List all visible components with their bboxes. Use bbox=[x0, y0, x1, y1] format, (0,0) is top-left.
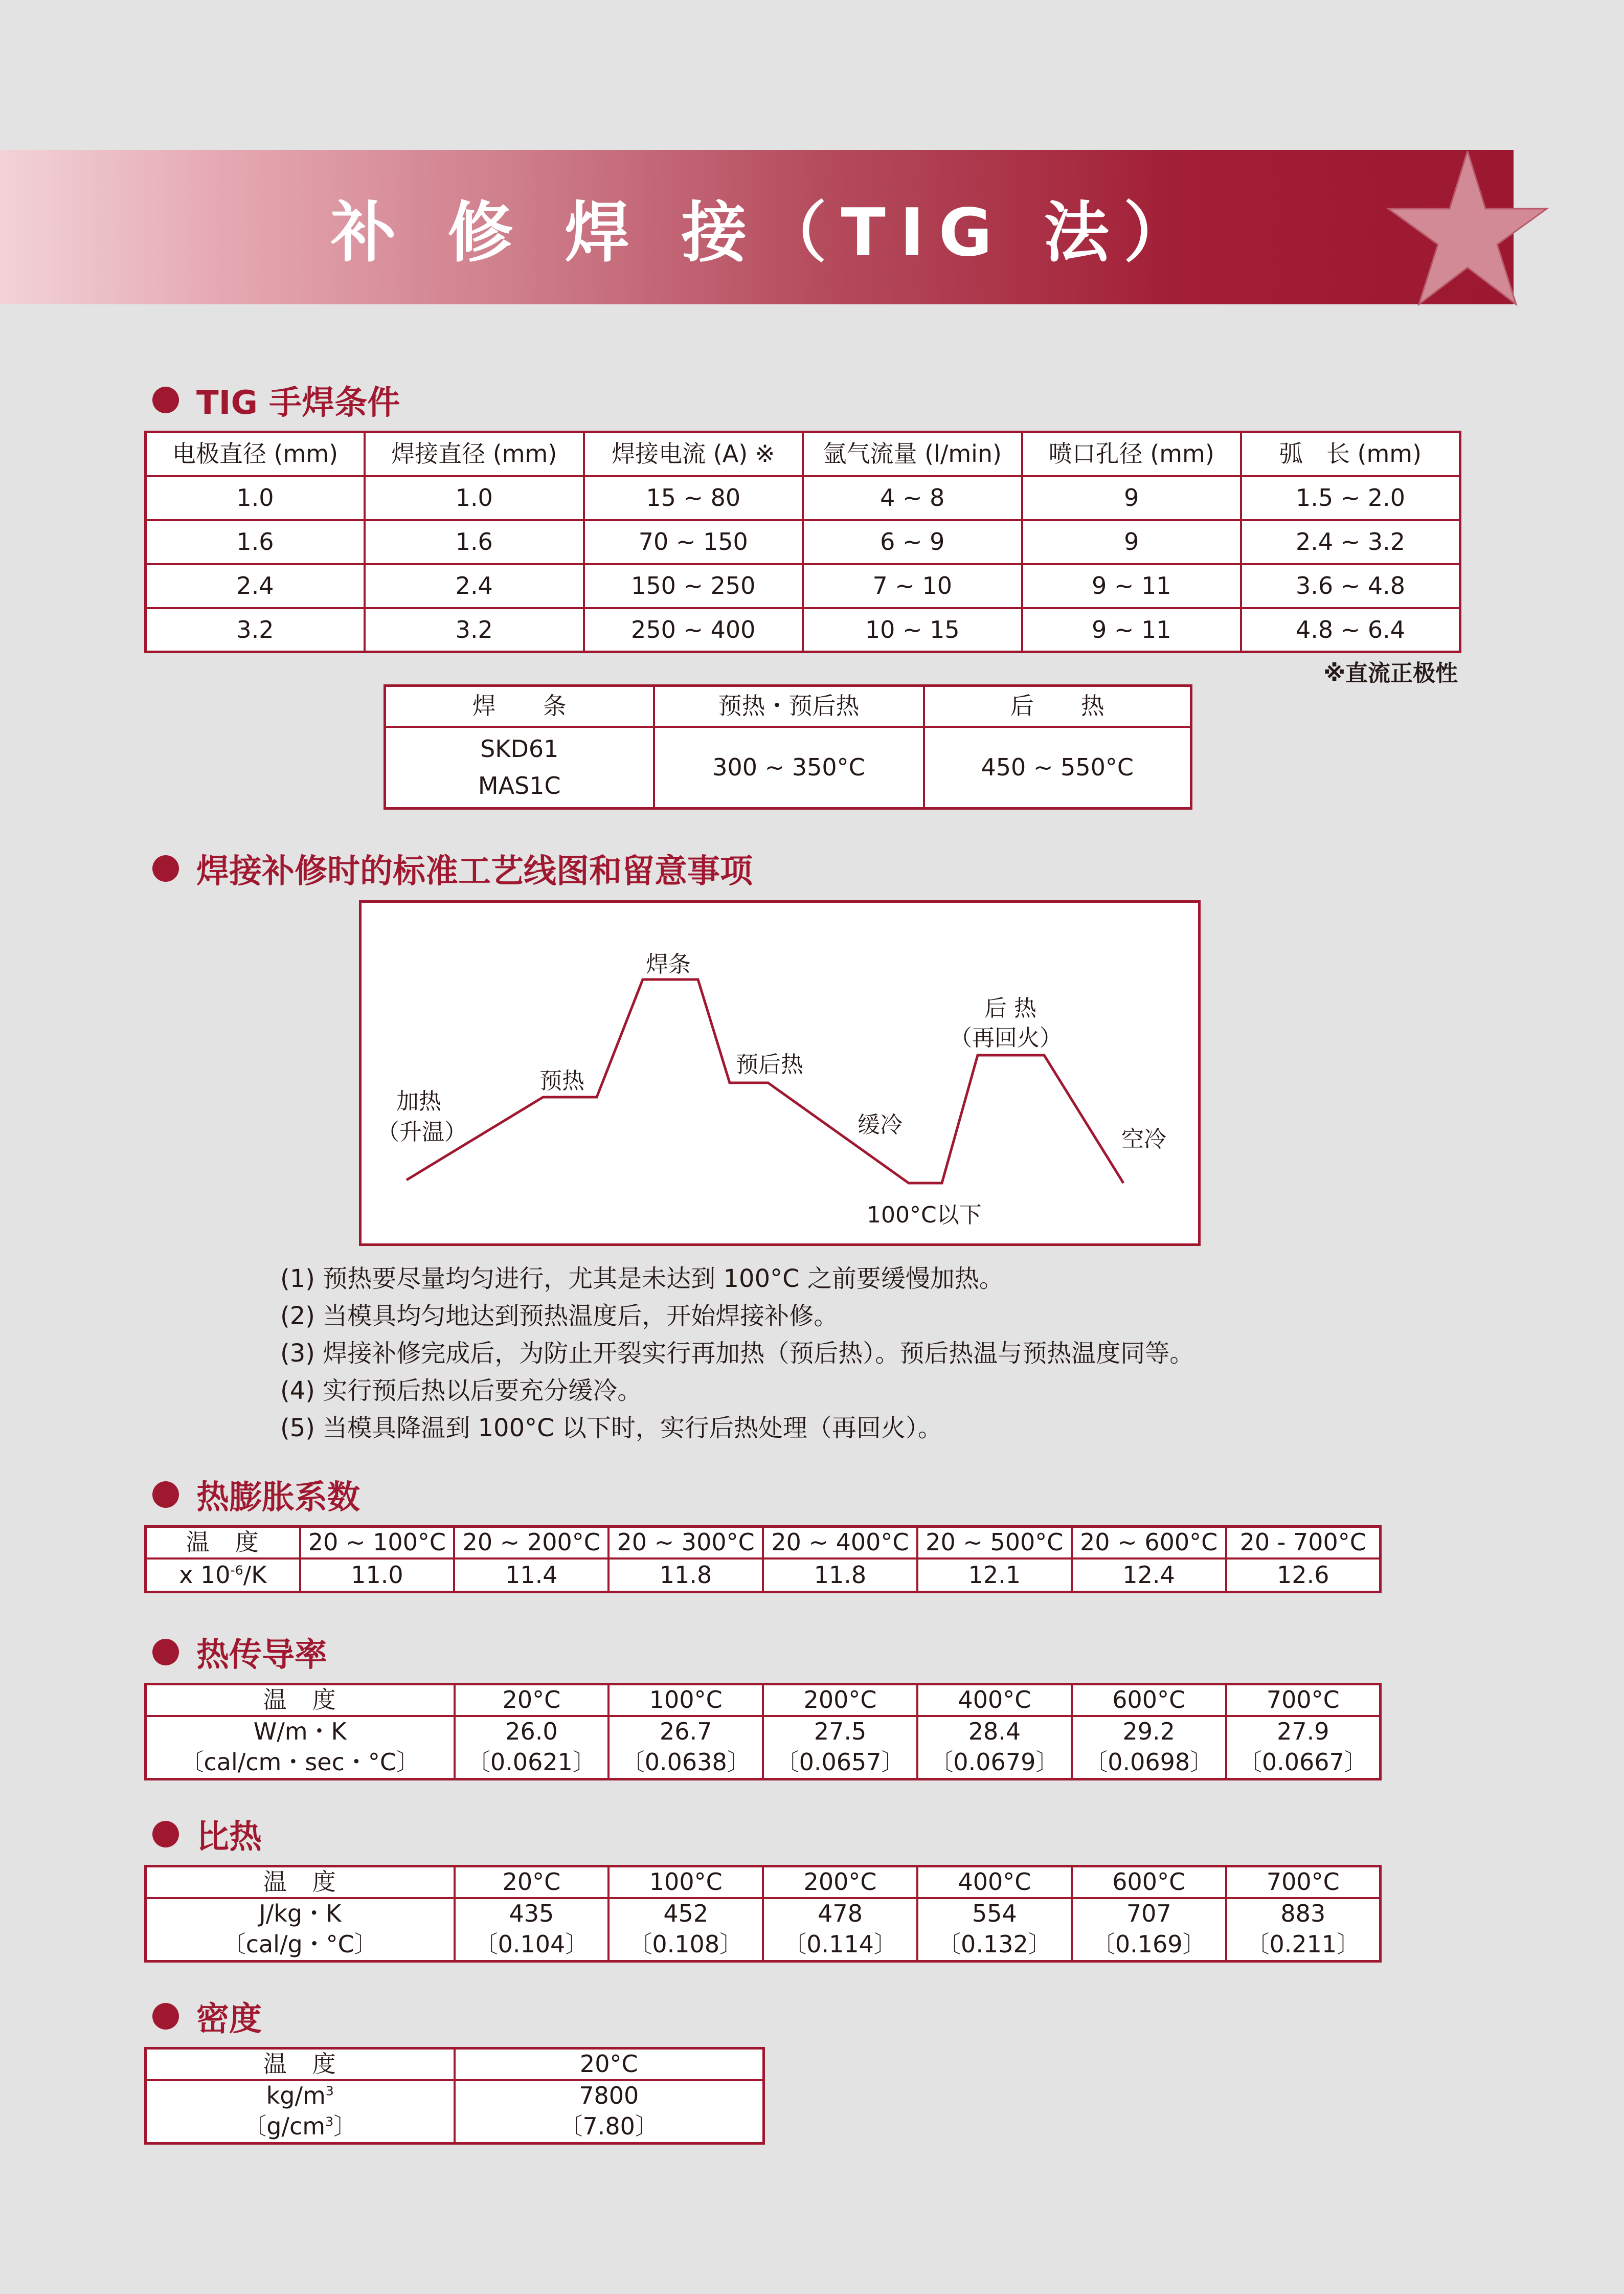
table-row bbox=[146, 476, 1460, 520]
unit-text: kg/m bbox=[266, 2081, 326, 2109]
row-label bbox=[146, 1558, 300, 1592]
table-row bbox=[146, 1898, 1381, 1929]
postheat-cell: 450 ~ 550°C bbox=[924, 727, 1191, 809]
table-row bbox=[146, 520, 1460, 564]
table-row bbox=[146, 608, 1460, 652]
row-label: 温 度 bbox=[146, 1684, 455, 1716]
section-title-conductivity bbox=[152, 1632, 327, 1673]
row-label bbox=[146, 2080, 455, 2111]
section-title-density bbox=[152, 1996, 262, 2037]
page-title: 补 修 焊 接（TIG 法） bbox=[330, 195, 1204, 271]
header-cell: 20 ~ 200°C bbox=[454, 1527, 608, 1558]
header-cell: 400°C bbox=[917, 1684, 1072, 1716]
table-cell: 〔7.80〕 bbox=[455, 2111, 764, 2144]
table-header-row bbox=[146, 1866, 1381, 1898]
table-cell: 6 ~ 9 bbox=[803, 520, 1022, 564]
section-title-text: 比热 bbox=[196, 1818, 262, 1856]
row-label: 〔cal/cm・sec・°C〕 bbox=[146, 1747, 455, 1779]
row-label: J/kg・K bbox=[146, 1898, 455, 1929]
note-item: (2) 当模具均匀地达到预热温度后，开始焊接补修。 bbox=[280, 1302, 839, 1330]
header-cell: 700°C bbox=[1226, 1866, 1381, 1898]
label-air-cool: 空冷 bbox=[1121, 1126, 1166, 1152]
header-cell: 预热・预后热 bbox=[654, 686, 924, 727]
table-cell: 4.8 ~ 6.4 bbox=[1241, 608, 1460, 652]
row-label bbox=[146, 2111, 455, 2144]
table-cell: 〔0.169〕 bbox=[1072, 1929, 1226, 1962]
unit-exponent: 3 bbox=[325, 2114, 334, 2129]
header-cell: 20 ~ 600°C bbox=[1072, 1527, 1226, 1558]
header-cell: 200°C bbox=[763, 1684, 917, 1716]
table-row bbox=[146, 1929, 1381, 1962]
table-cell: 707 bbox=[1072, 1898, 1226, 1929]
table-cell: 〔0.0667〕 bbox=[1226, 1747, 1381, 1779]
table-cell: 〔0.211〕 bbox=[1226, 1929, 1381, 1962]
section-title-process bbox=[152, 848, 753, 889]
table-cell: 4 ~ 8 bbox=[803, 476, 1022, 520]
table-cell: 3.2 bbox=[146, 608, 365, 652]
table-row bbox=[146, 564, 1460, 608]
table-row bbox=[146, 2080, 764, 2111]
table-cell: 10 ~ 15 bbox=[803, 608, 1022, 652]
star-icon bbox=[1381, 151, 1549, 309]
table-header-row bbox=[385, 686, 1191, 727]
table-row bbox=[146, 1558, 1381, 1592]
label-slow-cool: 缓冷 bbox=[858, 1112, 903, 1138]
rod-name: SKD61 bbox=[480, 735, 559, 763]
note-item: (3) 焊接补修完成后，为防止开裂实行再加热（预后热）。预后热温与预热温度同等。 bbox=[280, 1339, 1194, 1368]
label-rod: 焊条 bbox=[646, 951, 691, 977]
table-cell: 1.5 ~ 2.0 bbox=[1241, 476, 1460, 520]
section-title-text: 密度 bbox=[196, 2000, 262, 2038]
row-label: 〔cal/g・°C〕 bbox=[146, 1929, 455, 1962]
table-cell: 452 bbox=[608, 1898, 763, 1929]
table-cell: 〔0.0621〕 bbox=[455, 1747, 609, 1779]
table-cell: 〔0.104〕 bbox=[455, 1929, 609, 1962]
header-cell: 20 ~ 300°C bbox=[608, 1527, 763, 1558]
table-cell: 883 bbox=[1226, 1898, 1381, 1929]
table-cell: 9 ~ 11 bbox=[1022, 608, 1242, 652]
tig-conditions-table bbox=[144, 431, 1461, 653]
header-cell: 400°C bbox=[917, 1866, 1072, 1898]
row-label: 温 度 bbox=[146, 2048, 455, 2080]
table-cell: 1.0 bbox=[365, 476, 584, 520]
header-cell: 20°C bbox=[455, 1684, 609, 1716]
unit-text: 〔g/cm bbox=[243, 2112, 326, 2140]
header-cell: 20 ~ 400°C bbox=[763, 1527, 917, 1558]
table-cell: 12.1 bbox=[917, 1558, 1072, 1592]
table-cell: 26.0 bbox=[455, 1716, 609, 1747]
table-row bbox=[146, 2111, 764, 2144]
header-cell: 喷口孔径 (mm) bbox=[1022, 432, 1242, 476]
table-cell: 435 bbox=[455, 1898, 609, 1929]
table-header-row bbox=[146, 1527, 1381, 1558]
table-header-row bbox=[146, 432, 1460, 476]
header-cell: 20°C bbox=[455, 1866, 609, 1898]
note-item: (5) 当模具降温到 100°C 以下时，实行后热处理（再回火）。 bbox=[280, 1414, 942, 1442]
table-cell: 〔0.0698〕 bbox=[1072, 1747, 1226, 1779]
unit-exponent: 3 bbox=[325, 2083, 334, 2099]
table-cell: 27.9 bbox=[1226, 1716, 1381, 1747]
table-cell: 26.7 bbox=[608, 1716, 763, 1747]
header-cell: 弧 长 (mm) bbox=[1241, 432, 1460, 476]
rod-cell bbox=[385, 727, 654, 809]
header-cell: 焊接电流 (A) ※ bbox=[584, 432, 803, 476]
section-title-text: 焊接补修时的标准工艺线图和留意事项 bbox=[196, 853, 753, 890]
table-cell: 〔0.108〕 bbox=[608, 1929, 763, 1962]
table-cell: 478 bbox=[763, 1898, 917, 1929]
label-heating-sub: （升温） bbox=[377, 1119, 467, 1145]
bullet-icon bbox=[152, 1821, 179, 1847]
bullet-icon bbox=[152, 387, 179, 413]
note-item: (1) 预热要尽量均匀进行，尤其是未达到 100°C 之前要缓慢加热。 bbox=[280, 1264, 1004, 1293]
header-cell: 焊 条 bbox=[385, 686, 654, 727]
header-cell: 200°C bbox=[763, 1866, 917, 1898]
table-cell: 150 ~ 250 bbox=[584, 564, 803, 608]
table-row bbox=[146, 1747, 1381, 1779]
table-cell: 28.4 bbox=[917, 1716, 1072, 1747]
header-cell: 600°C bbox=[1072, 1866, 1226, 1898]
table-cell: 70 ~ 150 bbox=[584, 520, 803, 564]
table-cell: 12.4 bbox=[1072, 1558, 1226, 1592]
unit-text: x 10 bbox=[179, 1561, 231, 1589]
header-cell: 700°C bbox=[1226, 1684, 1381, 1716]
header-cell: 焊接直径 (mm) bbox=[365, 432, 584, 476]
section-title-expansion bbox=[152, 1474, 360, 1515]
header-cell: 20 ~ 500°C bbox=[917, 1527, 1072, 1558]
polarity-note: ※直流正极性 bbox=[1323, 660, 1458, 686]
table-cell: 9 bbox=[1022, 520, 1242, 564]
density-table bbox=[144, 2047, 765, 2145]
table-cell: 250 ~ 400 bbox=[584, 608, 803, 652]
process-notes bbox=[280, 1260, 1194, 1447]
table-cell: 2.4 ~ 3.2 bbox=[1241, 520, 1460, 564]
table-cell: 7 ~ 10 bbox=[803, 564, 1022, 608]
table-cell: 1.0 bbox=[146, 476, 365, 520]
table-cell: 11.8 bbox=[763, 1558, 917, 1592]
table-header-row bbox=[146, 1684, 1381, 1716]
label-preheat: 预热 bbox=[539, 1068, 584, 1094]
header-cell: 100°C bbox=[608, 1684, 763, 1716]
header-cell: 20 - 700°C bbox=[1226, 1527, 1381, 1558]
conductivity-table bbox=[144, 1683, 1382, 1780]
label-heating: 加热 bbox=[396, 1088, 441, 1115]
bullet-icon bbox=[152, 1481, 179, 1508]
table-cell: 12.6 bbox=[1226, 1558, 1381, 1592]
section-title-text: 热膨胀系数 bbox=[196, 1479, 360, 1517]
heat-treatment-table bbox=[384, 684, 1192, 810]
table-row bbox=[385, 727, 1191, 809]
table-cell: 2.4 bbox=[146, 564, 365, 608]
section-title-specific-heat bbox=[152, 1814, 262, 1855]
header-cell: 20 ~ 100°C bbox=[300, 1527, 455, 1558]
header-cell: 电极直径 (mm) bbox=[146, 432, 365, 476]
table-cell: 〔0.114〕 bbox=[763, 1929, 917, 1962]
bullet-icon bbox=[152, 2003, 179, 2030]
table-cell: 〔0.0679〕 bbox=[917, 1747, 1072, 1779]
table-cell: 3.2 bbox=[365, 608, 584, 652]
note-item: (4) 实行预后热以后要充分缓冷。 bbox=[280, 1376, 642, 1405]
bullet-icon bbox=[152, 855, 179, 882]
table-cell: 11.4 bbox=[454, 1558, 608, 1592]
table-cell: 9 ~ 11 bbox=[1022, 564, 1242, 608]
rod-name: MAS1C bbox=[478, 772, 561, 800]
table-cell: 9 bbox=[1022, 476, 1242, 520]
preheat-cell: 300 ~ 350°C bbox=[654, 727, 924, 809]
bullet-icon bbox=[152, 1639, 179, 1665]
table-cell: 7800 bbox=[455, 2080, 764, 2111]
label-postheat-sub: （再回火） bbox=[950, 1025, 1062, 1051]
header-cell: 20°C bbox=[455, 2048, 764, 2080]
table-cell: 27.5 bbox=[763, 1716, 917, 1747]
expansion-table bbox=[144, 1525, 1382, 1593]
header-cell: 100°C bbox=[608, 1866, 763, 1898]
table-cell: 554 bbox=[917, 1898, 1072, 1929]
row-label: 温 度 bbox=[146, 1527, 300, 1558]
table-cell: 〔0.0638〕 bbox=[608, 1747, 763, 1779]
row-label: W/m・K bbox=[146, 1716, 455, 1747]
label-below-100: 100°C以下 bbox=[867, 1202, 982, 1228]
specific-heat-table bbox=[144, 1865, 1382, 1963]
table-cell: 〔0.0657〕 bbox=[763, 1747, 917, 1779]
table-cell: 11.8 bbox=[608, 1558, 763, 1592]
row-label: 温 度 bbox=[146, 1866, 455, 1898]
table-cell: 29.2 bbox=[1072, 1716, 1226, 1747]
table-cell: 1.6 bbox=[146, 520, 365, 564]
table-cell: 3.6 ~ 4.8 bbox=[1241, 564, 1460, 608]
unit-text: /K bbox=[243, 1561, 267, 1589]
header-cell: 氩气流量 (l/min) bbox=[803, 432, 1022, 476]
process-diagram bbox=[359, 900, 1201, 1246]
table-cell: 15 ~ 80 bbox=[584, 476, 803, 520]
section-title-text: TIG 手焊条件 bbox=[196, 384, 400, 422]
table-cell: 2.4 bbox=[365, 564, 584, 608]
unit-text: 〕 bbox=[333, 2112, 357, 2140]
table-header-row bbox=[146, 2048, 764, 2080]
table-row bbox=[146, 1716, 1381, 1747]
header-cell: 后 热 bbox=[924, 686, 1191, 727]
table-cell: 1.6 bbox=[365, 520, 584, 564]
section-title-tig bbox=[152, 380, 400, 420]
label-postheat: 后 热 bbox=[984, 995, 1036, 1021]
header-cell: 600°C bbox=[1072, 1684, 1226, 1716]
table-cell: 11.0 bbox=[300, 1558, 455, 1592]
unit-exponent: -6 bbox=[230, 1563, 243, 1578]
section-title-text: 热传导率 bbox=[196, 1636, 327, 1674]
table-cell: 〔0.132〕 bbox=[917, 1929, 1072, 1962]
label-post-preheat: 预后热 bbox=[736, 1052, 803, 1078]
